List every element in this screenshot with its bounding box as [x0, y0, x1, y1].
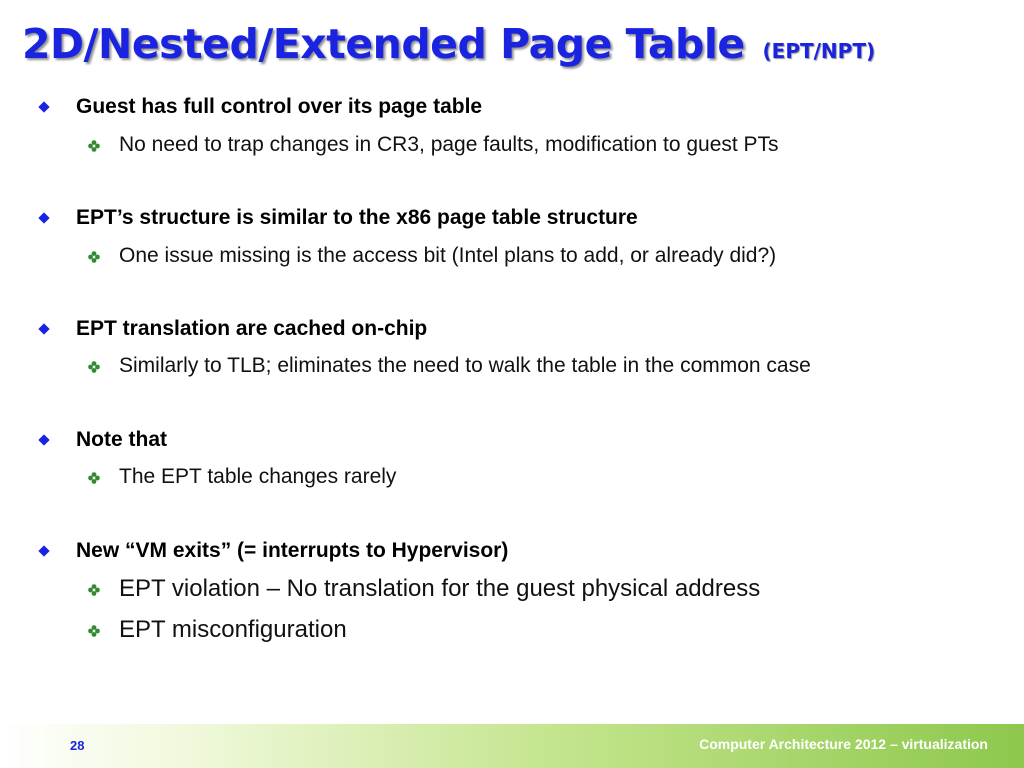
- title-suffix: (EPT/NPT): [762, 39, 876, 63]
- four-petal-flower-icon: [88, 584, 100, 596]
- slide-footer: [0, 724, 1024, 768]
- bullet-text: Guest has full control over its page table: [76, 95, 483, 118]
- diamond-icon: [38, 434, 49, 445]
- sub-bullet-text: One issue missing is the access bit (Intel plans to add, or already did?): [119, 244, 777, 267]
- bullet-text: EPT’s structure is similar to the x86 page table structure: [76, 206, 638, 229]
- four-petal-flower-icon: [88, 251, 100, 263]
- bullet-text: Note that: [76, 428, 167, 451]
- course-caption: Computer Architecture 2012 – virtualization: [699, 736, 988, 752]
- four-petal-flower-icon: [88, 625, 100, 637]
- four-petal-flower-icon: [88, 361, 100, 373]
- sub-bullet-text: EPT misconfiguration: [119, 616, 347, 643]
- sub-bullet-text: EPT violation – No translation for the guest physical address: [119, 575, 761, 602]
- title-main: 2D/Nested/Extended Page Table: [22, 20, 745, 68]
- sub-bullet-text: Similarly to TLB; eliminates the need to walk the table in the common case: [119, 354, 811, 377]
- sub-bullet-text: The EPT table changes rarely: [119, 465, 397, 488]
- four-petal-flower-icon: [88, 140, 100, 152]
- sub-bullet-text: No need to trap changes in CR3, page faults, modification to guest PTs: [119, 133, 779, 156]
- diamond-icon: [38, 101, 49, 112]
- diamond-icon: [38, 212, 49, 223]
- page-number: 28: [70, 738, 85, 753]
- slide-title: [22, 14, 1012, 81]
- bullet-text: EPT translation are cached on-chip: [76, 317, 428, 340]
- four-petal-flower-icon: [88, 472, 100, 484]
- diamond-icon: [38, 323, 49, 334]
- bullet-text: New “VM exits” (= interrupts to Hypervisor): [76, 539, 509, 562]
- diamond-icon: [38, 545, 49, 556]
